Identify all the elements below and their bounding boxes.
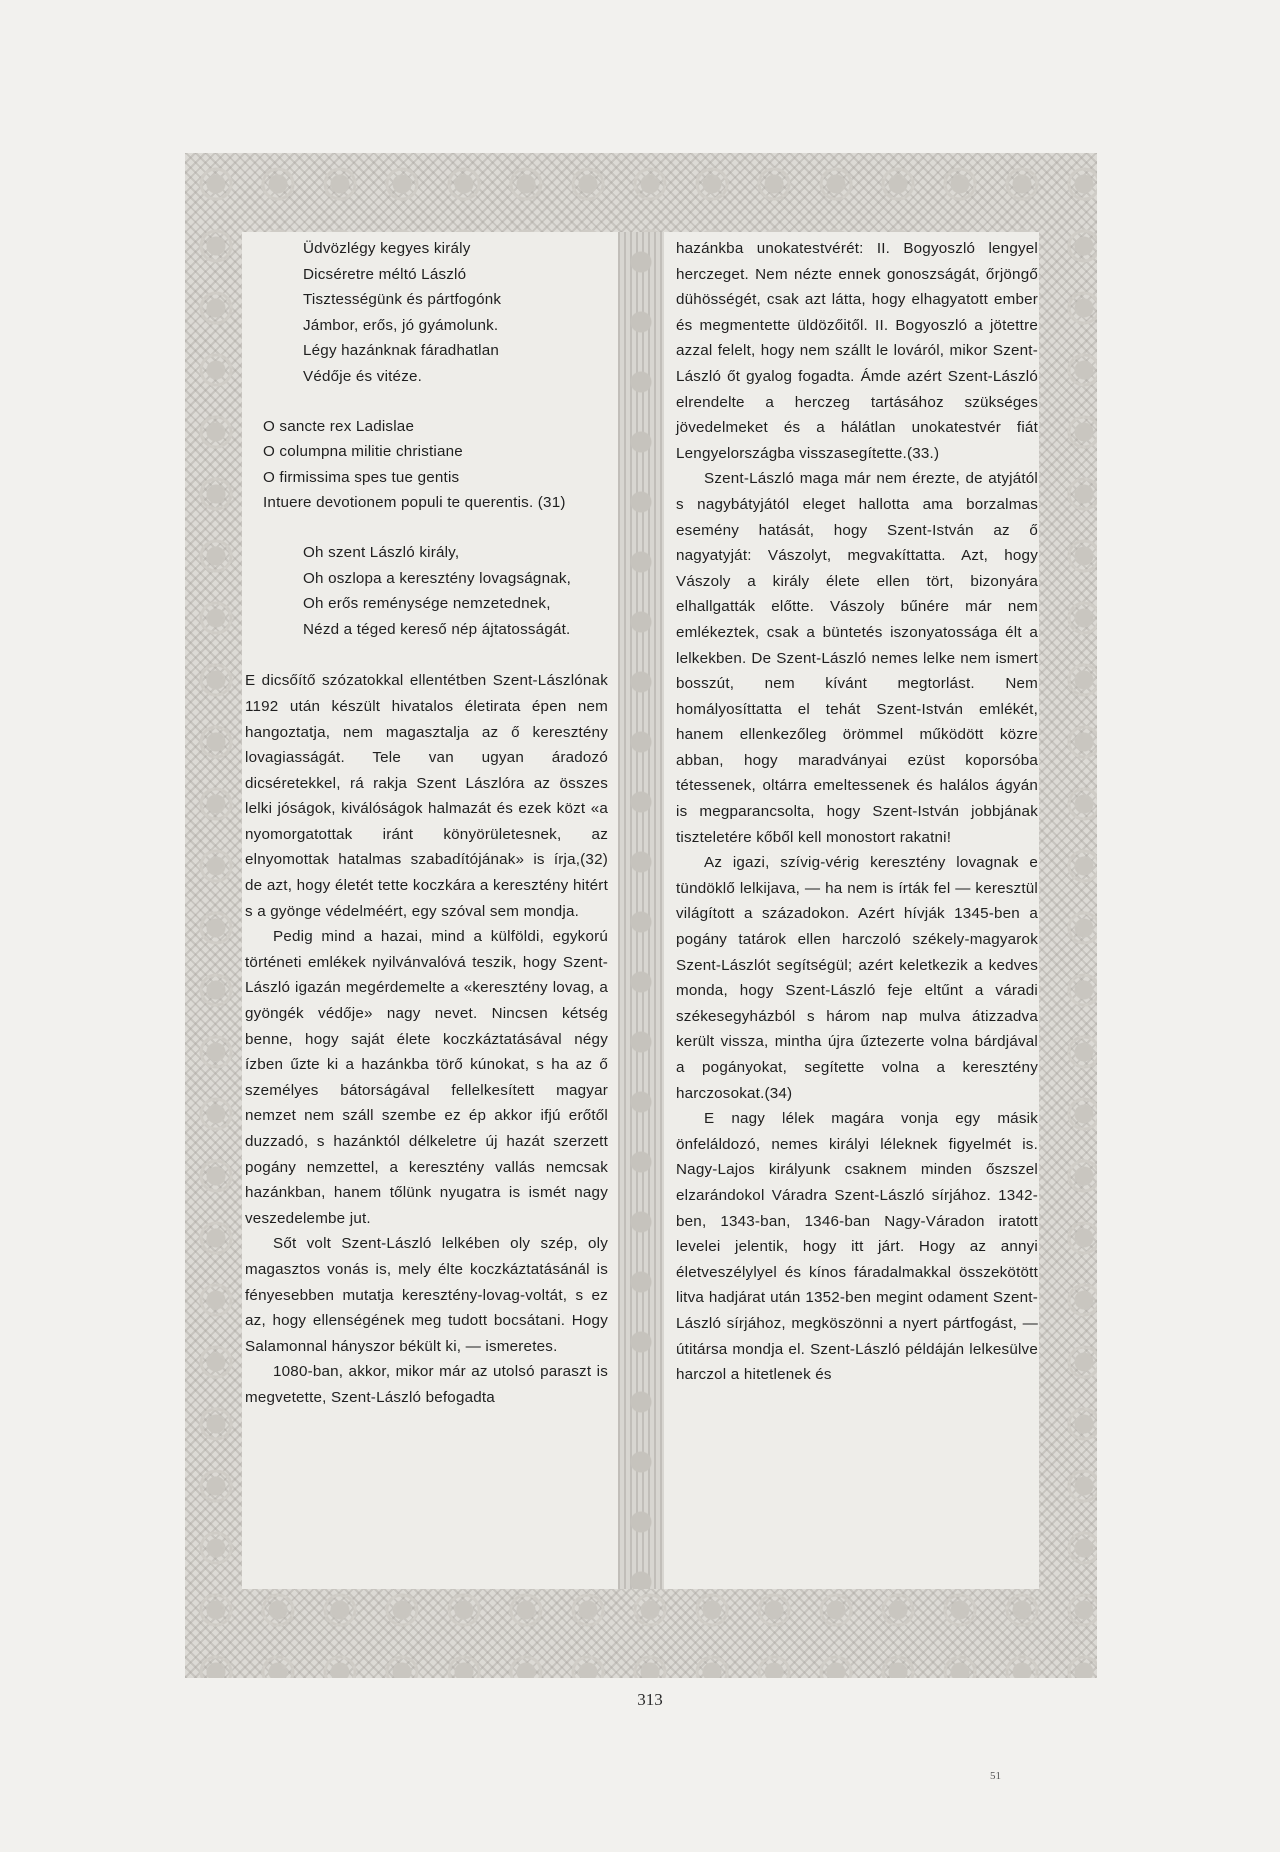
body-paragraph: Pedig mind a hazai, mind a külföldi, egykorú történeti emlékek nyilvánvalóvá teszik, hogy Szent-László igazán megérdemelte a «keresztény lovag, a gyöngék védője» nagy nevet. Nincsen kétség benne, hogy saját élete koczkáztatásával négy ízben űzte ki a hazánkba törő kúnokat, s ha az ő személyes bátorságával fellelkesített magyar nemzet nem száll szembe ez ép akkor ifjú erőtől duzzadó, s hazánktól délkeletre új hazát szerzett pogány nemzettel, a keresztény vallás nemcsak hazánkban, hanem tőlünk nyugatra is ismét nagy veszedelembe jut. [245,928,608,1227]
verse-line: Oh szent László király, [303,543,460,561]
latin-antiphon-verse [245,414,608,516]
body-paragraph: Sőt volt Szent-László lelkében oly szép, oly magasztos vonás is, mely élte koczkáztatásánál is fényesebben mutatja keresztény-lovag-voltát, s ez az, hogy ellenségének meg tudott bocsátani. Hogy Salamonnal hányszor békült ki, — ismeretes. [245,1235,608,1355]
body-paragraph: E dicsőítő szózatokkal ellentétben Szent-Lászlónak 1192 után készült hivatalos életirata épen nem hangoztatja, nem magasztalja az ő keresztény lovagiasságát. Tele van ugyan áradozó dicséretekkel, rá rakja Szent Lászlóra az összes lelki jóságok, kiválóságok halmazát és ezek közt «a nyomorgatottak iránt könyörületesnek, az elnyomottak hatalmas szabadítójának» is írja,(32) de azt, hogy életét tette koczkára a keresztény hitért s a gyönge védelméért, egy szóval sem mondja. [245,672,608,920]
verse-line: Légy hazánknak fáradhatlan [303,342,500,360]
verse-line: O columpna militie christiane [263,443,463,461]
verse-line: O sancte rex Ladislae [263,417,415,435]
verse-line: Oh oszlopa a keresztény lovagságnak, [303,569,572,587]
verse-line: Oh erős reménysége nemzetednek, [303,595,551,613]
body-paragraph: hazánkba unokatestvérét: II. Bogyoszló lengyel herczeget. Nem nézte ennek gonoszságát, őrjöngő dühösségét, csak azt látta, hogy elhagyatott ember és megmentette üldözőitől. II. Bogyoszló a jötettre azzal felelt, hogy nem szállt le lováról, mikor Szent-László őt gyalog fogadta. Ámde azért Szent-László elrendelte a herczeg tartásához szükséges jövedelmeket és a hálátlan unokatestvér fiát Lengyelországba visszasegítette.(33.) [676,240,1038,462]
body-paragraph: Az igazi, szívig-vérig keresztény lovagnak e tündöklő lelkijava, — ha nem is írták fel — keresztül világított a századokon. Azért hívják 1345-ben a pogány tatárok ellen harczoló székely-magyarok Szent-Lászlót segítségül; azért keletkezik a kedves monda, hogy Szent-László feje eltűnt a váradi székesegyházból s három nap mulva átizzadva került vissza, mintha újra űztezerte volna bárdjával a pogányokat, segítette volna a keresztény harczosokat.(34) [676,854,1038,1102]
right-column [676,236,1038,1388]
hungarian-hymn-verse [245,236,608,390]
ornamental-gutter [618,232,664,1589]
verse-line: Nézd a téged kereső nép ájtatosságát. [303,620,571,638]
left-column [245,236,608,1411]
verse-line: Védője és vitéze. [303,367,423,385]
verse-line: O firmissima spes tue gentis [263,468,460,486]
page-number: 313 [637,1690,663,1709]
verse-line: Tisztességünk és pártfogónk [303,291,502,309]
verse-line: Intuere devotionem populi te querentis. (31) [263,494,566,512]
sheet-signature-number: 51 [990,1770,1001,1782]
body-paragraph: E nagy lélek magára vonja egy másik önfeláldozó, nemes királyi léleknek figyelmét is. Nagy-Lajos királyunk csaknem minden őszszel elzarándokol Váradra Szent-László sírjához. 1342-ben, 1343-ban, 1346-ban Nagy-Váradon iratott levelei jelentik, hogy itt járt. Hogy az annyi életveszélylyel és kínos fáradalmakkal összekötött litva hadjárat után 1352-ben megint odament Szent-László sírjához, megköszönni a nyert pártfogást, — útitársa mondja el. Szent-László példáján lelkesülve harczol a hitetlenek és [676,1110,1038,1384]
body-paragraph: Szent-László maga már nem érezte, de atyjától s nagybátyjától eleget hallotta ama borzalmas esemény hatását, hogy Szent-István az ő nagyatyját: Vászolyt, megvakíttatta. Azt, hogy Vászoly a király élete ellen tört, bizonyára elhallgatták előtte. Vászoly bűnére már nem emlékeztek, csak a büntetés iszonyatossága élt a lelkekben. De Szent-László nemes lelke nem ismert bosszút, nem kívánt megtorlást. Nem homályosíttatta el tehát Szent-István emlékét, hanem ellenkezőleg örömmel működött közre abban, hogy maradványai ezüst koporsóba tétessenek, oltárra emeltessenek és halálos ágyán is megparancsolta, hogy Szent-István jobbjának tiszteletére kőből kell monostort rakatni! [676,470,1038,846]
body-paragraph: 1080-ban, akkor, mikor már az utolsó paraszt is megvetette, Szent-László befogadta [245,1363,608,1406]
hungarian-translation-verse [245,540,608,642]
verse-line: Dicséretre méltó László [303,265,467,283]
verse-line: Jámbor, erős, jó gyámolunk. [303,316,499,334]
verse-line: Üdvözlégy kegyes király [303,240,471,257]
